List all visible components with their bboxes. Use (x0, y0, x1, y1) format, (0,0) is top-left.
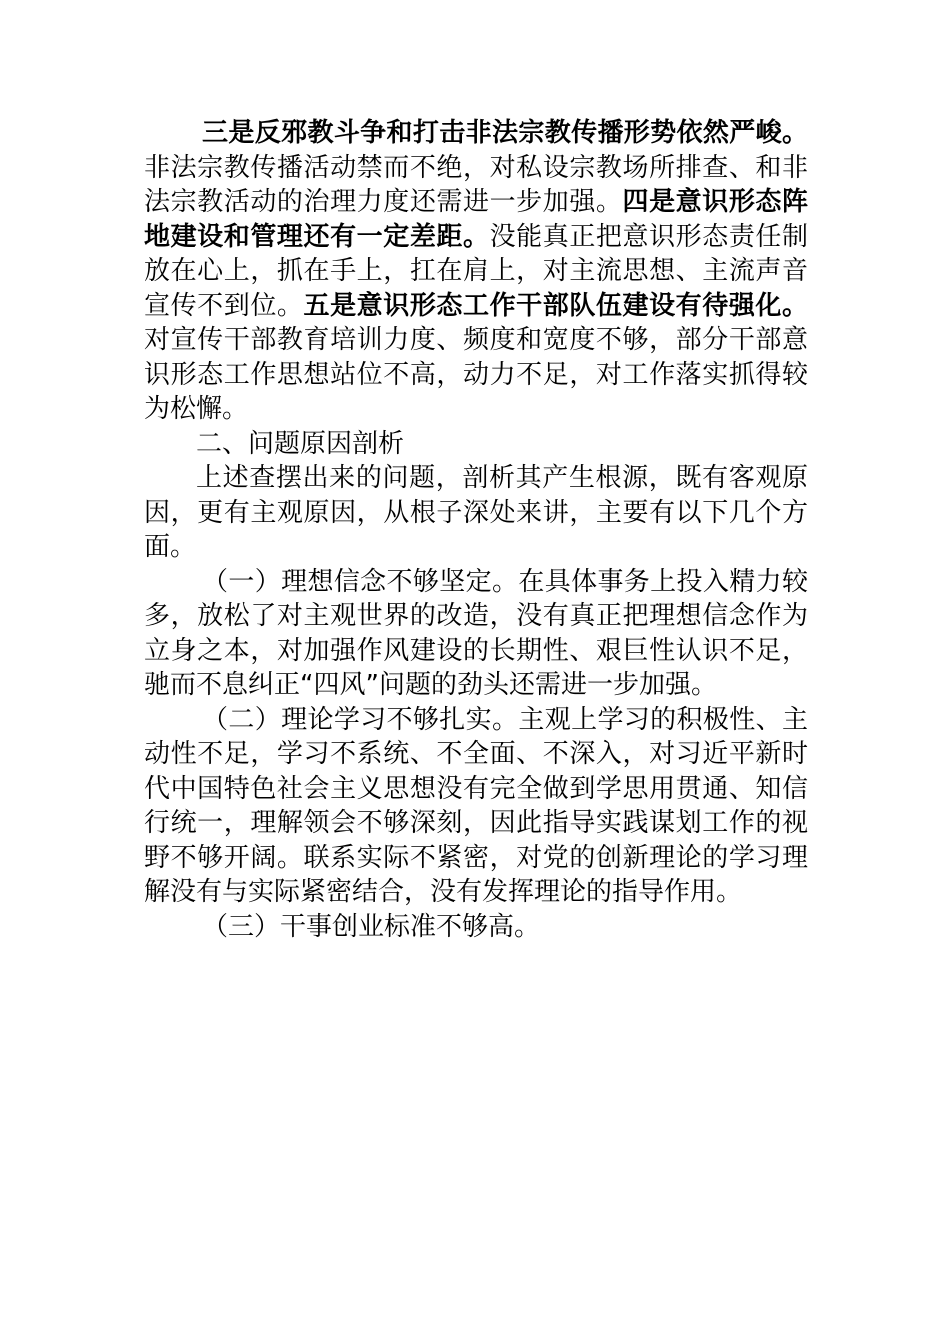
heading-point-five: 五是意识形态工作干部队伍建设有待强化。 (303, 290, 808, 321)
paragraph-problems-continued (144, 116, 808, 427)
cause-one-text: （一）理想信念不够坚定。在具体事务上投入精力较多，放松了对主观世界的改造，没有真正把理想信念作为立身之本，对加强作风建设的长期性、艰巨性认识不足，驰而不息纠正“四风”问题的劲头还需进一步加强。 (144, 566, 808, 700)
document-body (144, 116, 808, 944)
section-heading-text: 二、问题原因剖析 (196, 428, 405, 459)
paragraph-cause-three (144, 910, 808, 945)
heading-point-four: 四是意识形态阵地建设和管理还有一定差距。 (144, 187, 808, 252)
point-four-text: 没能真正把意识形态责任制放在心上，抓在手上，扛在肩上，对主流思想、主流声音宣传不到位。 (144, 221, 808, 321)
paragraph-cause-two (144, 703, 808, 910)
heading-point-three: 三是反邪教斗争和打击非法宗教传播形势依然严峻。 (202, 118, 808, 148)
section-heading-cause-analysis (144, 427, 808, 462)
intro-text: 上述查摆出来的问题，剖析其产生根源，既有客观原因，更有主观原因，从根子深处来讲，主要有以下几个方面。 (144, 463, 808, 562)
cause-two-text: （二）理论学习不够扎实。主观上学习的积极性、主动性不足，学习不系统、不全面、不深入，对习近平新时代中国特色社会主义思想没有完全做到学思用贯通、知信行统一，理解领会不够深刻，因此指导实践谋划工作的视野不够开阔。联系实际不紧密，对党的创新理论的学习理解没有与实际紧密结合，没有发挥理论的指导作用。 (144, 704, 808, 907)
cause-three-text: （三）干事创业标准不够高。 (202, 911, 541, 942)
paragraph-cause-one (144, 565, 808, 703)
point-five-text: 对宣传干部教育培训力度、频度和宽度不够，部分干部意识形态工作思想站位不高，动力不足，对工作落实抓得较为松懈。 (144, 325, 808, 424)
point-three-text: 非法宗教传播活动禁而不绝，对私设宗教场所排查、和非法宗教活动的治理力度还需进一步加强。 (144, 152, 808, 217)
paragraph-intro (144, 461, 808, 565)
